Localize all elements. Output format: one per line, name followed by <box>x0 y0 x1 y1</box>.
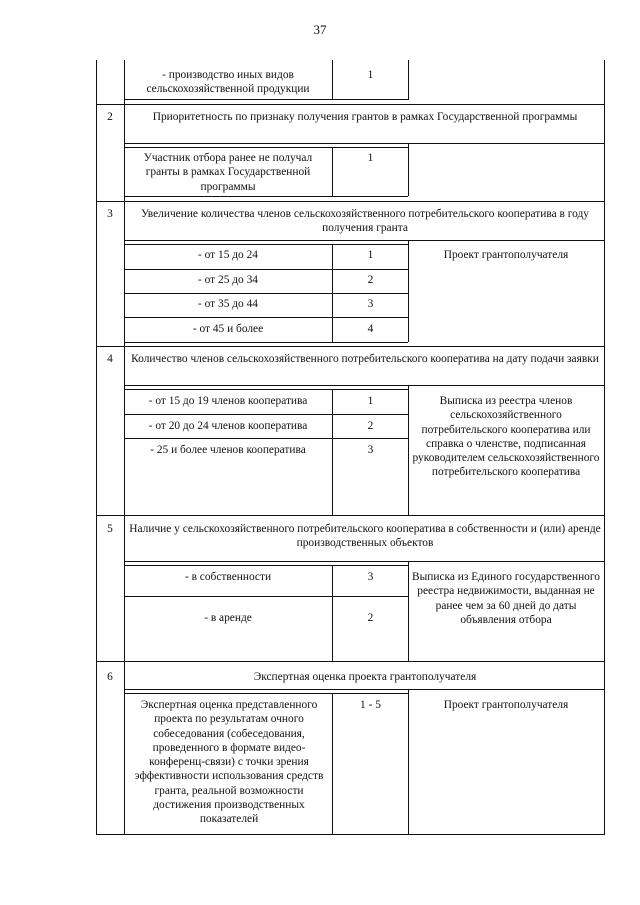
criterion-score: 4 <box>367 323 374 335</box>
source-document: Проект грантополучателя <box>443 699 569 711</box>
criterion-header: Приоритетность по признаку получения грантов в рамках Государственной программы <box>152 111 578 123</box>
page-number: 37 <box>313 22 327 37</box>
criterion-label: - от 20 до 24 членов кооператива <box>148 420 308 432</box>
row-number: 2 <box>107 111 113 123</box>
criterion-header: Экспертная оценка проекта грантополучателя <box>253 671 477 683</box>
row-number: 4 <box>107 353 113 365</box>
criterion-label: Участник отбора ранее не получал гранты в рамках Государственной программы <box>143 152 313 193</box>
criterion-header: Увеличение количества членов сельскохозяйственного потребительского кооператива в году получения гранта <box>141 208 589 235</box>
criterion-label: - производство иных видов сельскохозяйственной продукции <box>146 69 310 96</box>
criterion-score: 3 <box>367 444 374 456</box>
criterion-header: Наличие у сельскохозяйственного потребительского кооператива в собственности и (или) аренде производственных объектов <box>129 523 601 550</box>
criterion-score: 2 <box>367 420 374 432</box>
criterion-score: 1 <box>367 152 374 164</box>
criterion-score: 3 <box>367 298 374 310</box>
criterion-label: - в собственности <box>184 571 272 583</box>
criterion-label: Экспертная оценка представленного проекта по результатам очного собеседования (собеседования, проведенного в формате видео-конференц-связи) с точки зрения эффективности использования средств гранта, реальной возможности достижения производственных показателей <box>134 699 324 826</box>
criterion-label: - 25 и более членов кооператива <box>150 444 306 456</box>
criterion-label: - от 45 и более <box>192 323 264 335</box>
criterion-score: 1 <box>367 395 374 407</box>
criterion-label: - в аренде <box>204 612 252 624</box>
criterion-score: 1 <box>367 69 374 81</box>
criterion-score: 1 <box>367 249 374 261</box>
criterion-score: 1 - 5 <box>360 699 381 711</box>
criterion-header: Количество членов сельскохозяйственного потребительского кооператива на дату подачи заявки <box>131 353 599 365</box>
criterion-score: 3 <box>367 571 374 583</box>
source-document: Проект грантополучателя <box>443 249 569 261</box>
row-number: 3 <box>107 208 113 220</box>
criterion-label: - от 15 до 24 <box>198 249 258 261</box>
row-number: 5 <box>107 523 113 535</box>
criterion-label: - от 25 до 34 <box>198 274 258 286</box>
source-document: Выписка из реестра членов сельскохозяйственного потребительского кооператива или справка о членстве, подписанная руководителем сельскохозяйственного потребительского кооператива <box>412 395 600 479</box>
criterion-label: - от 15 до 19 членов кооператива <box>148 395 308 407</box>
criterion-score: 2 <box>367 612 374 624</box>
source-document: Выписка из Единого государственного реестра недвижимости, выданная не ранее чем за 60 дней до даты объявления отбора <box>412 571 600 626</box>
criterion-label: - от 35 до 44 <box>198 298 258 310</box>
criterion-score: 2 <box>367 274 374 286</box>
row-number: 6 <box>107 671 113 683</box>
